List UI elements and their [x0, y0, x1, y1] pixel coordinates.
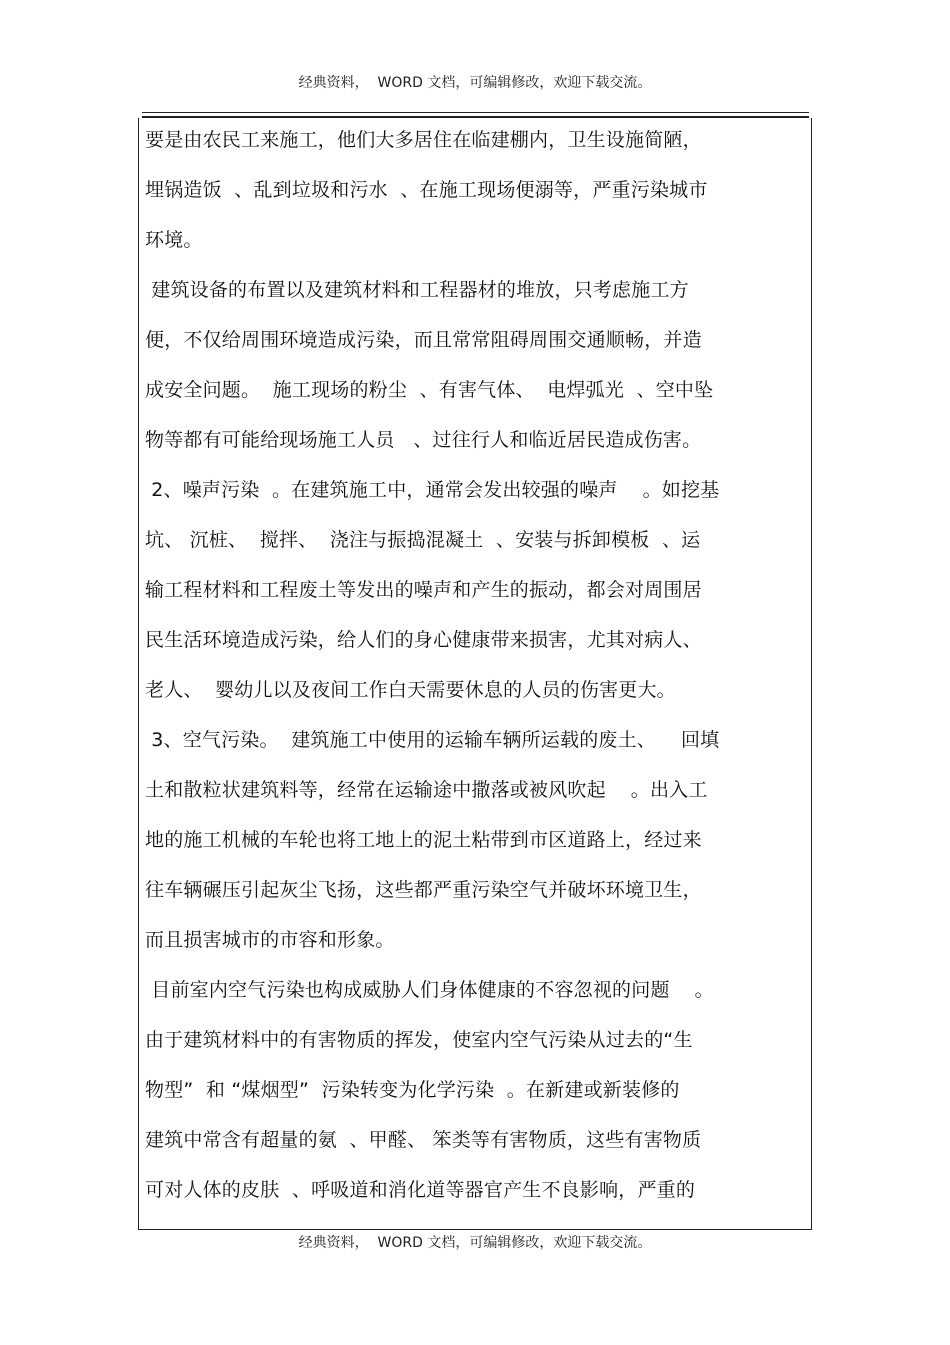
- body-line: 往车辆碾压引起灰尘飞扬，这些都严重污染空气并破坏环境卫生，: [145, 879, 702, 901]
- body-line: 建筑中常含有超量的氨 、甲醛、 笨类等有害物质，这些有害物质: [145, 1129, 702, 1151]
- body-line: 老人、 婴幼儿以及夜间工作白天需要休息的人员的伤害更大。: [145, 679, 676, 701]
- body-line: 民生活环境造成污染，给人们的身心健康带来损害，尤其对病人、: [145, 629, 702, 651]
- body-line: 便，不仅给周围环境造成污染，而且常常阻碍周围交通顺畅，并造: [145, 329, 702, 351]
- body-line: 3、空气污染。 建筑施工中使用的运输车辆所运载的废土、 回填: [145, 729, 720, 751]
- body-line: 物等都有可能给现场施工人员 、过往行人和临近居民造成伤害。: [145, 429, 702, 451]
- body-line: 而且损害城市的市容和形象。: [145, 929, 395, 951]
- body-line: 地的施工机械的车轮也将工地上的泥土粘带到市区道路上，经过来: [145, 829, 702, 851]
- body-line: 目前室内空气污染也构成威胁人们身体健康的不容忽视的问题 。: [145, 979, 714, 1001]
- page-header: 经典资料， WORD 文档，可编辑修改，欢迎下载交流。: [298, 75, 652, 91]
- body-line: 2、噪声污染 。在建筑施工中，通常会发出较强的噪声 。如挖基: [145, 479, 720, 501]
- body-line: 要是由农民工来施工，他们大多居住在临建棚内，卫生设施简陋，: [145, 129, 702, 151]
- body-line: 土和散粒状建筑料等，经常在运输途中撒落或被风吹起 。出入工: [145, 779, 708, 801]
- page-footer: 经典资料， WORD 文档，可编辑修改，欢迎下载交流。: [298, 1235, 652, 1251]
- body-line: 可对人体的皮肤 、呼吸道和消化道等器官产生不良影响，严重的: [145, 1179, 696, 1201]
- body-line: 坑、 沉桩、 搅拌、 浇注与振捣混凝土 、安装与拆卸模板 、运: [145, 529, 701, 551]
- body-line: 环境。: [145, 229, 203, 251]
- header-rule-thin: [142, 112, 809, 113]
- body-line: 由于建筑材料中的有害物质的挥发，使室内空气污染从过去的“生: [145, 1029, 693, 1051]
- body-line: 输工程材料和工程废土等发出的噪声和产生的振动，都会对周围居: [145, 579, 702, 601]
- body-line: 建筑设备的布置以及建筑材料和工程器材的堆放，只考虑施工方: [145, 279, 689, 301]
- body-line: 物型” 和 “煤烟型” 污染转变为化学污染 。在新建或新装修的: [145, 1079, 680, 1101]
- body-line: 成安全问题。 施工现场的粉尘 、有害气体、 电焊弧光 、空中坠: [145, 379, 714, 401]
- body-line: 埋锅造饭 、乱到垃圾和污水 、在施工现场便溺等，严重污染城市: [145, 179, 708, 201]
